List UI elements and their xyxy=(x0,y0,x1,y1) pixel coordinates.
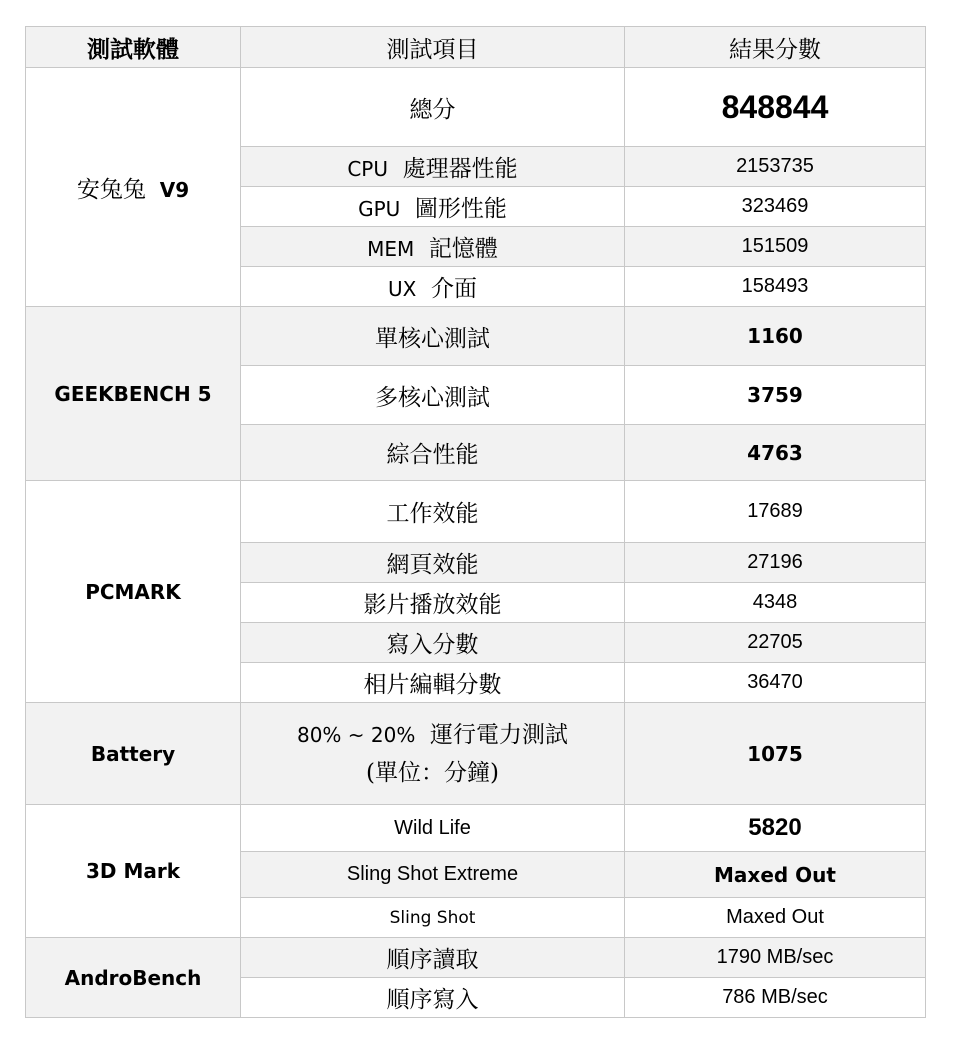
group-androbench: AndroBench xyxy=(26,938,241,1018)
antutu-total-value: 848844 xyxy=(625,68,926,147)
header-row xyxy=(26,27,926,68)
geekbench-multi-label: 多核心測試 xyxy=(241,366,625,425)
pcmark-work-label: 工作效能 xyxy=(241,481,625,543)
pcmark-web-label: 網頁效能 xyxy=(241,543,625,583)
geekbench-multi-value: 3759 xyxy=(625,366,926,425)
benchmark-table xyxy=(25,26,926,1018)
battery-value: 1075 xyxy=(625,703,926,805)
table-row xyxy=(26,307,926,366)
group-geekbench: GEEKBENCH 5 xyxy=(26,307,241,481)
battery-range-cjk: 運行電力測試 xyxy=(430,721,568,748)
group-battery: Battery xyxy=(26,703,241,805)
antutu-cpu-cjk: 處理器性能 xyxy=(402,156,518,182)
antutu-cpu-label xyxy=(241,147,625,187)
antutu-gpu-cjk: 圖形性能 xyxy=(414,196,507,222)
3dmark-sling-value: Maxed Out xyxy=(625,898,926,938)
antutu-label-latin: V9 xyxy=(159,177,190,202)
pcmark-web-value: 27196 xyxy=(625,543,926,583)
antutu-gpu-label xyxy=(241,187,625,227)
header-result: 結果分數 xyxy=(625,27,926,68)
table-row xyxy=(26,805,926,852)
header-item: 測試項目 xyxy=(241,27,625,68)
antutu-cpu-latin: CPU xyxy=(347,157,389,181)
table-row xyxy=(26,703,926,805)
pcmark-work-value: 17689 xyxy=(625,481,926,543)
antutu-gpu-latin: GPU xyxy=(358,197,401,221)
antutu-label-cjk: 安兔兔 xyxy=(76,176,146,203)
geekbench-combined-label: 綜合性能 xyxy=(241,425,625,481)
androbench-write-value: 786 MB/sec xyxy=(625,978,926,1018)
antutu-total-label: 總分 xyxy=(241,68,625,147)
antutu-mem-cjk: 記憶體 xyxy=(428,236,498,262)
pcmark-writing-label: 寫入分數 xyxy=(241,623,625,663)
table-row xyxy=(26,481,926,543)
3dmark-wild-label: Wild Life xyxy=(241,805,625,852)
3dmark-sling-label: Sling Shot xyxy=(241,898,625,938)
header-software: 測試軟體 xyxy=(26,27,241,68)
pcmark-photo-label: 相片編輯分數 xyxy=(241,663,625,703)
pcmark-video-label: 影片播放效能 xyxy=(241,583,625,623)
androbench-write-label: 順序寫入 xyxy=(241,978,625,1018)
group-pcmark: PCMARK xyxy=(26,481,241,703)
androbench-read-label: 順序讀取 xyxy=(241,938,625,978)
antutu-mem-latin: MEM xyxy=(367,237,415,261)
antutu-ux-latin: UX xyxy=(388,277,417,301)
pcmark-video-value: 4348 xyxy=(625,583,926,623)
3dmark-extreme-value: Maxed Out xyxy=(625,852,926,898)
table-row xyxy=(26,938,926,978)
pcmark-photo-value: 36470 xyxy=(625,663,926,703)
table-row xyxy=(26,68,926,147)
antutu-ux-cjk: 介面 xyxy=(430,276,477,302)
3dmark-wild-value: 5820 xyxy=(625,805,926,852)
antutu-ux-label xyxy=(241,267,625,307)
battery-unit-line: (單位：分鐘) xyxy=(366,759,499,786)
3dmark-extreme-label: Sling Shot Extreme xyxy=(241,852,625,898)
antutu-mem-value: 151509 xyxy=(625,227,926,267)
antutu-cpu-value: 2153735 xyxy=(625,147,926,187)
group-3dmark: 3D Mark xyxy=(26,805,241,938)
pcmark-writing-value: 22705 xyxy=(625,623,926,663)
geekbench-combined-value: 4763 xyxy=(625,425,926,481)
battery-test-label xyxy=(241,703,625,805)
geekbench-single-label: 單核心測試 xyxy=(241,307,625,366)
geekbench-single-value: 1160 xyxy=(625,307,926,366)
antutu-mem-label xyxy=(241,227,625,267)
antutu-gpu-value: 323469 xyxy=(625,187,926,227)
androbench-read-value: 1790 MB/sec xyxy=(625,938,926,978)
battery-range-latin: 80% ~ 20% xyxy=(296,722,416,747)
group-antutu xyxy=(26,68,241,307)
antutu-ux-value: 158493 xyxy=(625,267,926,307)
